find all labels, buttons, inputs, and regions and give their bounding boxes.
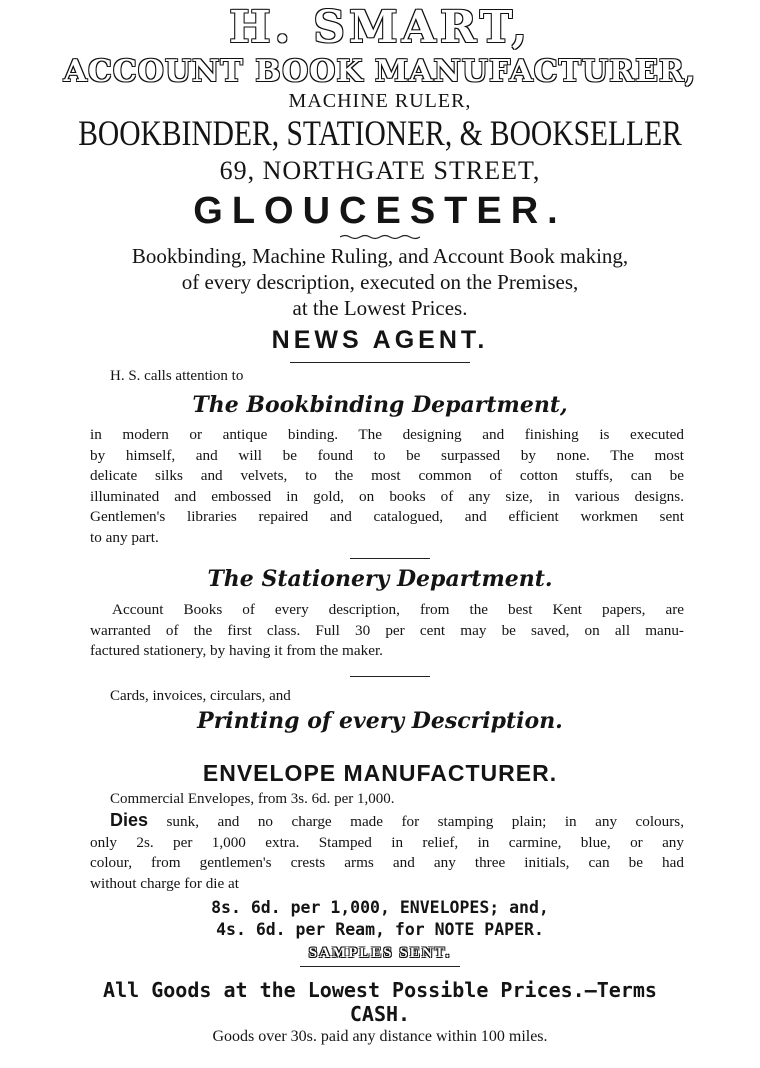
- paragraph-line: delicate silks and velvets, to the most common of cotton stuffs, can be: [90, 467, 684, 484]
- paragraph-line: only 2s. per 1,000 extra. Stamped in relief, in carmine, blue, or any: [90, 833, 684, 851]
- paragraph-line: factured stationery, by having it from the maker.: [90, 642, 383, 659]
- divider-rule: [350, 558, 430, 559]
- cash-terms: CASH.: [349, 1002, 411, 1026]
- printing-heading: Printing of every Description.: [197, 708, 563, 734]
- street-address: 69, NORTHGATE STREET,: [219, 156, 541, 185]
- intro-line-1: Bookbinding, Machine Ruling, and Account Book making,: [131, 244, 629, 268]
- news-agent-heading: NEWS AGENT.: [271, 326, 489, 354]
- paragraph-line: warranted of the first class. Full 30 per cent may be saved, on all manu-: [90, 621, 684, 639]
- dies-word: Dies: [110, 810, 149, 830]
- divider-rule: [350, 676, 430, 677]
- paragraph-line: Gentlemen's libraries repaired and catalogued, and efficient workmen sent: [90, 508, 684, 525]
- city-name: GLOUCESTER.: [193, 190, 567, 232]
- paragraph-line: Account Books of every description, from the best Kent papers, are: [112, 601, 684, 618]
- paragraph-line: without charge for die at: [90, 874, 240, 892]
- delivery-note: Goods over 30s. paid any distance within 100 miles.: [212, 1028, 548, 1045]
- bookbinding-lead: H. S. calls attention to: [110, 368, 244, 384]
- dies-text: sunk, and no charge made for stamping plain; in any colours,: [166, 813, 685, 830]
- commercial-envelopes: Commercial Envelopes, from 3s. 6d. per 1,000.: [110, 791, 395, 807]
- bookbinding-paragraph: [90, 425, 684, 548]
- wavy-divider-icon: [340, 234, 420, 240]
- printing-lead: Cards, invoices, circulars, and: [110, 688, 291, 704]
- stationery-heading: The Stationery Department.: [207, 566, 553, 592]
- paragraph-line: in modern or antique binding. The designing and finishing is executed: [90, 426, 684, 443]
- paragraph-line: [90, 810, 684, 833]
- stationery-paragraph: [90, 600, 684, 662]
- intro-line-3: at the Lowest Prices.: [292, 296, 468, 320]
- samples-sent: SAMPLES SENT.: [308, 945, 452, 961]
- paragraph-line: by himself, and will be found to be surpassed by none. The most: [90, 446, 684, 464]
- trade-title: ACCOUNT BOOK MANUFACTURER,: [63, 54, 697, 89]
- envelope-paragraph: [90, 810, 684, 894]
- note-paper-price: 4s. 6d. per Ream, for NOTE PAPER.: [216, 920, 544, 939]
- intro-line-2: of every description, executed on the Premises,: [181, 270, 579, 294]
- divider-rule: [290, 362, 470, 363]
- merchant-name: H. SMART,: [229, 2, 531, 53]
- machine-ruler-line: MACHINE RULER,: [288, 90, 472, 112]
- divider-rule: [300, 966, 460, 967]
- bookbinding-heading: The Bookbinding Department,: [192, 392, 568, 418]
- paragraph-line: to any part.: [90, 528, 159, 546]
- envelope-price: 8s. 6d. per 1,000, ENVELOPES; and,: [211, 898, 549, 917]
- paragraph-line: illuminated and embossed in gold, on books of any size, in various designs.: [90, 487, 684, 505]
- goods-terms: All Goods at the Lowest Possible Prices.—Terms: [103, 978, 657, 1002]
- paragraph-line: colour, from gentlemen's crests arms and any three initials, can be had: [90, 854, 684, 871]
- bookbinder-line: BOOKBINDER, STATIONER, & BOOKSELLER: [78, 113, 682, 153]
- envelope-heading: ENVELOPE MANUFACTURER.: [202, 760, 558, 786]
